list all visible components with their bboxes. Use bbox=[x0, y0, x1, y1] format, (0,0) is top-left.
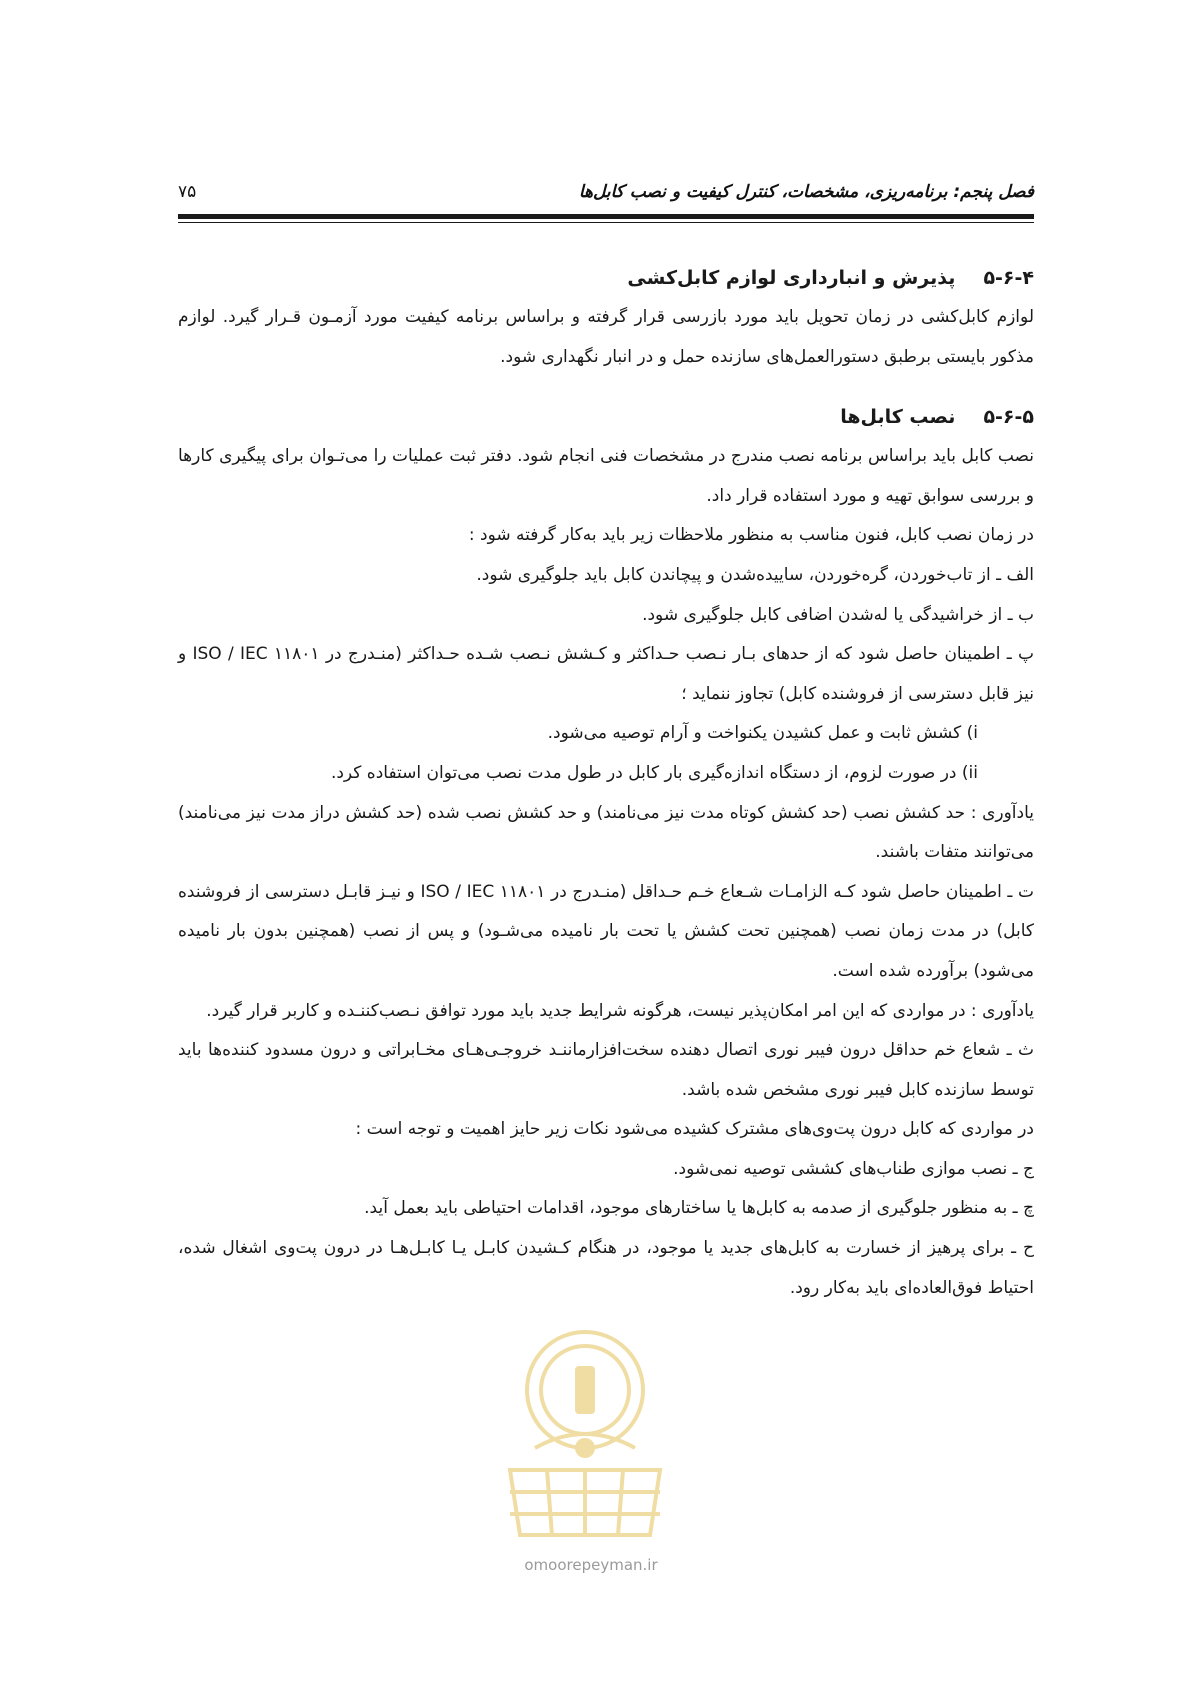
section-heading bbox=[178, 258, 1034, 298]
watermark-seal-icon bbox=[480, 1320, 690, 1560]
paragraph: نصب کابل باید براساس برنامه نصب مندرج در مشخصات فنی انجام شود. دفتر ثبت عملیات را می‌تـوان برای پیگیری کارها و بررسی سوابق تهیه و مورد استفاده قرار داد. bbox=[178, 446, 1034, 506]
list-item: چ ـ به منظور جلوگیری از صدمه به کابل‌ها یا ساختارهای موجود، اقدامات احتیاطی باید بعمل آید. bbox=[364, 1198, 1034, 1219]
paragraph: لوازم کابل‌کشی در زمان تحویل باید مورد بازرسی قرار گرفته و براساس برنامه کیفیت مورد آزمـون قـرار گیرد. لوازم مذکور بایستی برطبق دستورالعمل‌های سازنده حمل و در انبار نگهداری شود. bbox=[178, 307, 1034, 367]
list-item: ت ـ اطمینان حاصل شود کـه الزامـات شـعاع خـم حـداقل (منـدرج در ISO / IEC ۱۱۸۰۱ و نیـز قابـل دسترسی از فروشنده کابل) در مدت زمان نصب (همچنین تحت کشش یا تحت بار نامیده می‌شـود) و پس از نصب (همچنین بدون بار نامیده می‌شود) برآورده شده است. bbox=[178, 881, 1034, 981]
document-body bbox=[178, 258, 1034, 1308]
sub-list-item: i) کشش ثابت و عمل کشیدن یکنواخت و آرام توصیه می‌شود. bbox=[547, 723, 978, 744]
page-header bbox=[178, 178, 1034, 214]
page-number: ۷۵ bbox=[178, 182, 197, 202]
section-heading bbox=[178, 397, 1034, 437]
list-item: ث ـ شعاع خم حداقل درون فیبر نوری اتصال دهنده سخت‌افزارماننـد خروجـی‌هـای مخـابراتی و درون مسدود کننده‌ها باید توسط سازنده کابل فیبر نوری مشخص شده باشد. bbox=[178, 1040, 1034, 1100]
note: یادآوری : در مواردی که این امر امکان‌پذیر نیست، هرگونه شرایط جدید باید مورد توافق نـصب‌کننـده و کاربر قرار گیرد. bbox=[206, 1000, 1034, 1021]
list-item: پ ـ اطمینان حاصل شود که از حدهای بـار نـصب حـداکثر و کـشش نـصب شـده حـداکثر (منـدرج در ISO / IEC ۱۱۸۰۱ و نیز قابل دسترسی از فروشنده کابل) تجاوز ننماید ؛ bbox=[178, 644, 1034, 704]
list-item: الف ـ از تاب‌خوردن، گره‌خوردن، ساییده‌شدن و پیچاندن کابل باید جلوگیری شود. bbox=[476, 564, 1034, 585]
paragraph: در مواردی که کابل درون پت‌وی‌های مشترک کشیده می‌شود نکات زیر حایز اهمیت و توجه است : bbox=[355, 1119, 1034, 1140]
section-title: پذیرش و انبارداری لوازم کابل‌کشی bbox=[627, 267, 956, 289]
section-number: ۵-۶-۵ bbox=[983, 406, 1034, 429]
header-rule-thin bbox=[178, 222, 1034, 223]
section-number: ۵-۶-۴ bbox=[983, 267, 1034, 289]
chapter-title: فصل پنجم: برنامه‌ریزی، مشخصات، کنترل کیفیت و نصب کابل‌ها bbox=[578, 182, 1034, 202]
list-item: ب ـ از خراشیدگی یا له‌شدن اضافی کابل جلوگیری شود. bbox=[642, 604, 1034, 625]
list-item: ج ـ نصب موازی طناب‌های کششی توصیه نمی‌شود. bbox=[673, 1158, 1034, 1179]
paragraph: در زمان نصب کابل، فنون مناسب به منظور ملاحظات زیر باید به‌کار گرفته شود : bbox=[468, 525, 1034, 546]
header-rule-thick bbox=[178, 214, 1034, 219]
list-item: ح ـ برای پرهیز از خسارت به کابل‌های جدید یا موجود، در هنگام کـشیدن کابـل یـا کابـل‌هـا در درون پت‌وی اشغال شده، احتیاط فوق‌العاده‌ای باید به‌کار رود. bbox=[178, 1238, 1034, 1298]
section-title: نصب کابل‌ها bbox=[840, 406, 956, 429]
note: یادآوری : حد کشش نصب (حد کشش کوتاه مدت نیز می‌نامند) و حد کشش نصب شده (حد کشش دراز مدت نیز می‌نامند) می‌توانند متفات باشند. bbox=[178, 802, 1034, 863]
sub-list-item: ii) در صورت لزوم، از دستگاه اندازه‌گیری بار کابل در طول مدت نصب می‌توان استفاده کرد. bbox=[330, 762, 978, 783]
watermark-url: omoorepeyman.ir bbox=[524, 1556, 658, 1574]
